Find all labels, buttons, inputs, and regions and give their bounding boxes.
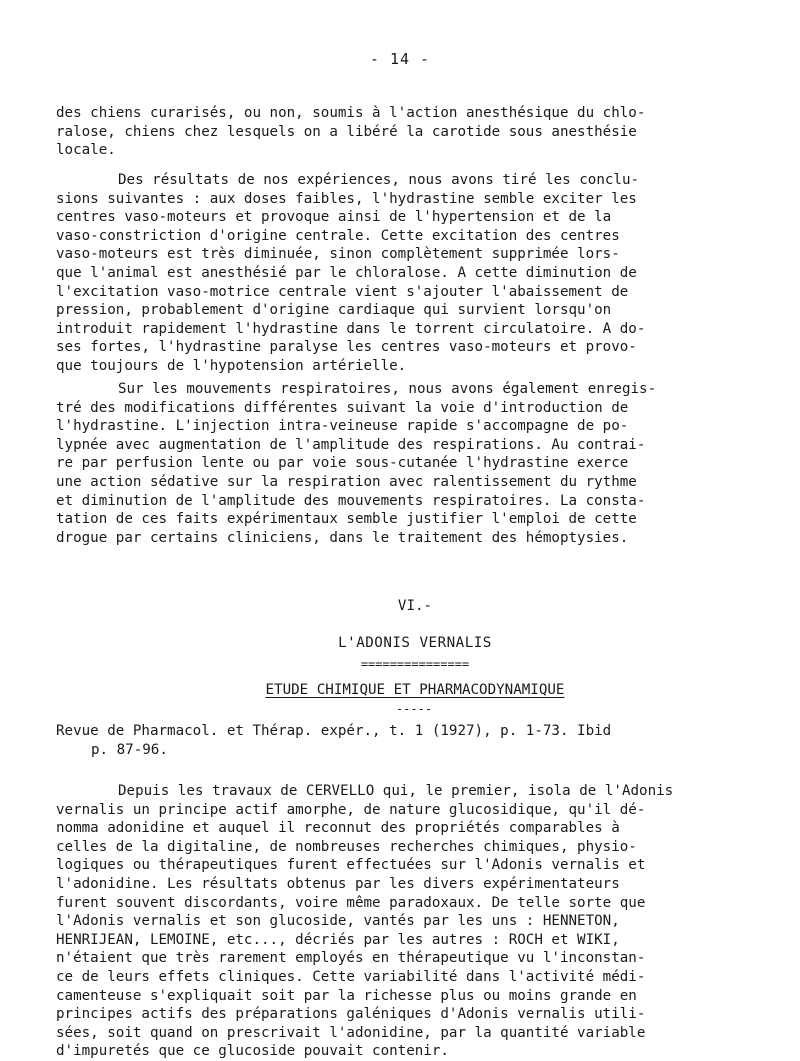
text-line: sions suivantes : aux doses faibles, l'hydrastine semble exciter les [56,190,637,207]
text-line: l'hydrastine. L'injection intra-veineuse rapide s'accompagne de po- [56,418,629,435]
text-line: tré des modifications différentes suivant la voie d'introduction de [56,399,629,416]
text-line: vernalis un principe actif amorphe, de nature glucosidique, qu'il dé- [56,801,646,818]
double-underline-rule: =============== [360,657,470,671]
text-line: lypnée avec augmentation de l'amplitude des respirations. Au contrai- [56,436,646,453]
text-line: nomma adonidine et auquel il reconnut des propriétés comparables à [56,820,620,837]
text-line: Des résultats de nos expériences, nous avons tiré les conclu- [118,172,640,188]
text-line: logiques ou thérapeutiques furent effectuées sur l'Adonis vernalis et [56,857,646,874]
text-line: l'adonidine. Les résultats obtenus par les divers expérimentateurs [56,875,620,892]
page-number: - 14 - [369,50,431,68]
paragraph-adonis [56,782,796,1061]
text-line: Revue de Pharmacol. et Thérap. expér., t. 1 (1927), p. 1-73. Ibid [56,723,612,739]
text-line: ses fortes, l'hydrastine paralyse les centres vaso-moteurs et provo- [56,339,637,356]
short-rule: ----- [395,702,433,716]
text-line: que l'animal est anesthésié par le chloralose. A cette diminution de [56,264,637,281]
paragraph-continuation [56,104,796,160]
text-line: n'étaient que très rarement employés en thérapeutique vu l'inconstan- [56,950,646,967]
text-line: introduit rapidement l'hydrastine dans le torrent circulatoire. A do- [56,320,646,337]
text-line: HENRIJEAN, LEMOINE, etc..., décriés par les autres : ROCH et WIKI, [56,931,620,948]
text-line: camenteuse s'expliquait soit par la richesse plus ou moins grande en [56,987,637,1004]
text-line: p. 87-96. [91,741,168,758]
text-line: locale. [56,142,116,159]
paragraph-respiration [56,380,796,547]
text-line: et diminution de l'amplitude des mouvements respiratoires. La consta- [56,492,646,509]
text-line: tation de ces faits expérimentaux semble justifier l'emploi de cette [56,511,637,528]
paragraph-conclusions [56,171,796,376]
section-title: L'ADONIS VERNALIS [338,635,492,651]
bibliographic-reference [56,722,796,759]
text-line: ce de leurs effets cliniques. Cette variabilité dans l'activité médi- [56,968,646,985]
section-subtitle: ETUDE CHIMIQUE ET PHARMACODYNAMIQUE [265,682,565,698]
text-line: celles de la digitaline, de nombreuses recherches chimiques, physio- [56,838,637,855]
text-line: re par perfusion lente ou par voie sous-cutanée l'hydrastine exerce [56,455,629,472]
text-line: Depuis les travaux de CERVELLO qui, le premier, isola de l'Adonis [118,783,674,799]
text-line: une action sédative sur la respiration avec ralentissement du rythme [56,473,637,490]
text-line: drogue par certains cliniciens, dans le traitement des hémoptysies. [56,529,629,546]
text-line: furent souvent discordants, voire même paradoxaux. De telle sorte que [56,894,646,911]
text-line: des chiens curarisés, ou non, soumis à l'action anesthésique du chlo- [56,105,646,121]
text-line: d'impuretés que ce glucoside pouvait contenir. [56,1043,449,1060]
section-number: VI.- [397,598,433,614]
text-line: vaso-constriction d'origine centrale. Cette excitation des centres [56,227,620,244]
text-line: centres vaso-moteurs et provoque ainsi de l'hypertension et de la [56,209,612,226]
text-line: Sur les mouvements respiratoires, nous avons également enregis- [118,381,657,397]
text-line: vaso-moteurs est très diminuée, sinon complètement supprimée lors- [56,246,620,263]
text-line: l'excitation vaso-motrice centrale vient s'ajouter l'abaissement de [56,283,629,300]
text-line: l'Adonis vernalis et son glucoside, vantés par les uns : HENNETON, [56,913,620,930]
text-line: principes actifs des préparations galéniques d'Adonis vernalis utili- [56,1006,646,1023]
text-line: pression, probablement d'origine cardiaque qui survient lorsqu'on [56,302,612,319]
text-line: ralose, chiens chez lesquels on a libéré la carotide sous anesthésie [56,123,637,140]
text-line: sées, soit quand on prescrivait l'adonidine, par la quantité variable [56,1024,646,1041]
text-line: que toujours de l'hypotension artérielle. [56,357,407,374]
